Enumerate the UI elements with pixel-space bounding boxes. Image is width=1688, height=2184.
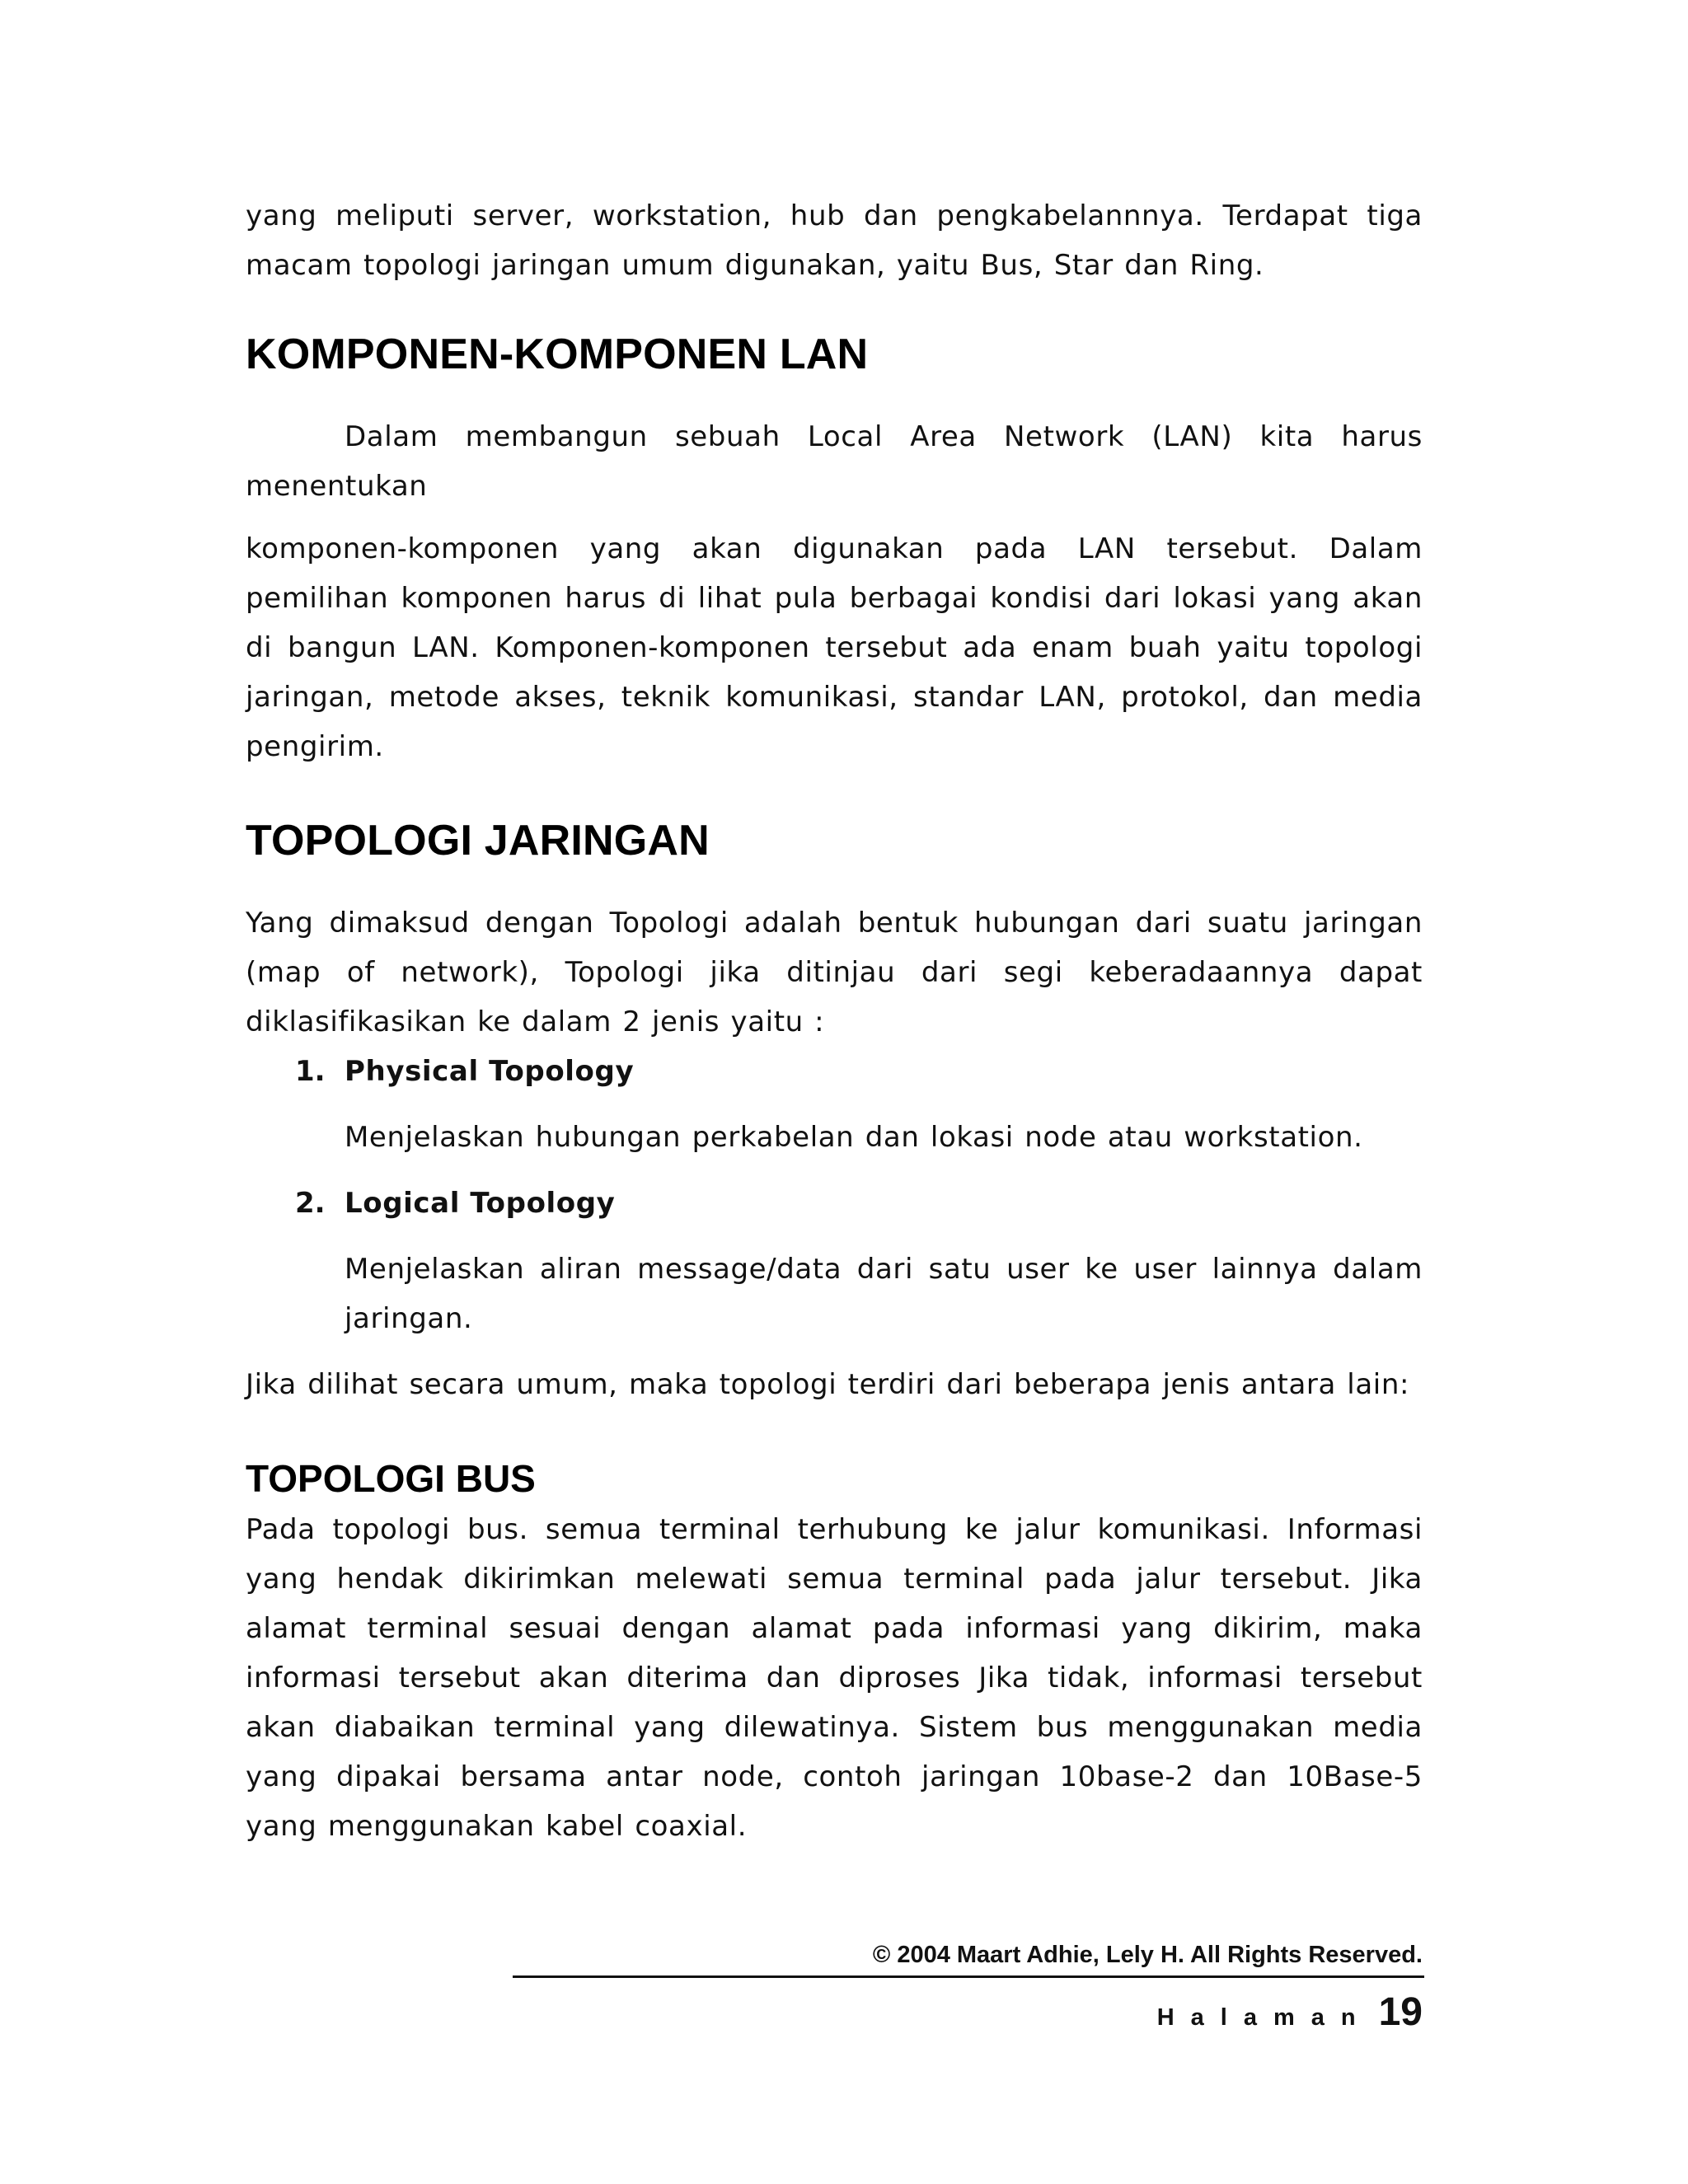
list-number: 2.	[295, 1187, 326, 1220]
bus-paragraph: Pada topologi bus. semua terminal terhubung ke jalur komunikasi. Informasi yang hendak dikirimkan melewati semua terminal pada jalur tersebut. Jika alamat terminal sesuai dengan alamat pada informasi yang dikirim, maka informasi tersebut akan diterima dan diproses Jika tidak, informasi tersebut akan diabaikan terminal yang dilewatinya. Sistem bus menggunakan media yang dipakai bersama antar node, contoh jaringan 10base-2 dan 10Base-5 yang menggunakan kabel coaxial.	[246, 1513, 1423, 1843]
list-item-description: Menjelaskan aliran message/data dari satu user ke user lainnya dalam jaringan.	[345, 1253, 1423, 1335]
page-number: 19	[1378, 1990, 1423, 2034]
intro-paragraph: yang meliputi server, workstation, hub dan pengkabelannnya. Terdapat tiga macam topologi jaringan umum digunakan, yaitu Bus, Star dan Ring.	[246, 199, 1423, 282]
list-item-physical-topology	[246, 1047, 1423, 1162]
footer-copyright: © 2004 Maart Adhie, Lely H. All Rights Reserved.	[872, 1942, 1423, 1968]
page-content	[246, 191, 1423, 1851]
list-number: 1.	[295, 1055, 326, 1088]
section-heading-topologi-bus: TOPOLOGI BUS	[246, 1457, 536, 1500]
section-heading-komponen-lan: KOMPONEN-KOMPONEN LAN	[246, 330, 869, 378]
topologi-paragraph: Yang dimaksud dengan Topologi adalah bentuk hubungan dari suatu jaringan (map of network), Topologi jika ditinjau dari segi keberadaannya dapat diklasifikasikan ke dalam 2 jenis yaitu :	[246, 907, 1423, 1038]
page-label: Halaman	[1156, 2004, 1372, 2031]
footer-divider	[513, 1975, 1424, 1978]
list-item-description: Menjelaskan hubungan perkabelan dan lokasi node atau workstation.	[345, 1121, 1363, 1154]
komponen-paragraph: komponen-komponen yang akan digunakan pada LAN tersebut. Dalam pemilihan komponen harus di lihat pula berbagai kondisi dari lokasi yang akan di bangun LAN. Komponen-komponen tersebut ada enam buah yaitu topologi jaringan, metode akses, teknik komunikasi, standar LAN, protokol, dan media pengirim.	[246, 532, 1423, 763]
list-item-title: Logical Topology	[345, 1187, 616, 1220]
komponen-first-line: Dalam membangun sebuah Local Area Network (LAN) kita harus menentukan	[246, 420, 1423, 503]
section-heading-topologi-jaringan: TOPOLOGI JARINGAN	[246, 817, 710, 865]
list-item-title: Physical Topology	[345, 1055, 635, 1088]
list-item-logical-topology	[246, 1179, 1423, 1343]
topologi-closing-paragraph: Jika dilihat secara umum, maka topologi terdiri dari beberapa jenis antara lain:	[246, 1368, 1410, 1401]
topology-type-list	[246, 1047, 1423, 1343]
footer-page-indicator	[1157, 1988, 1423, 2037]
